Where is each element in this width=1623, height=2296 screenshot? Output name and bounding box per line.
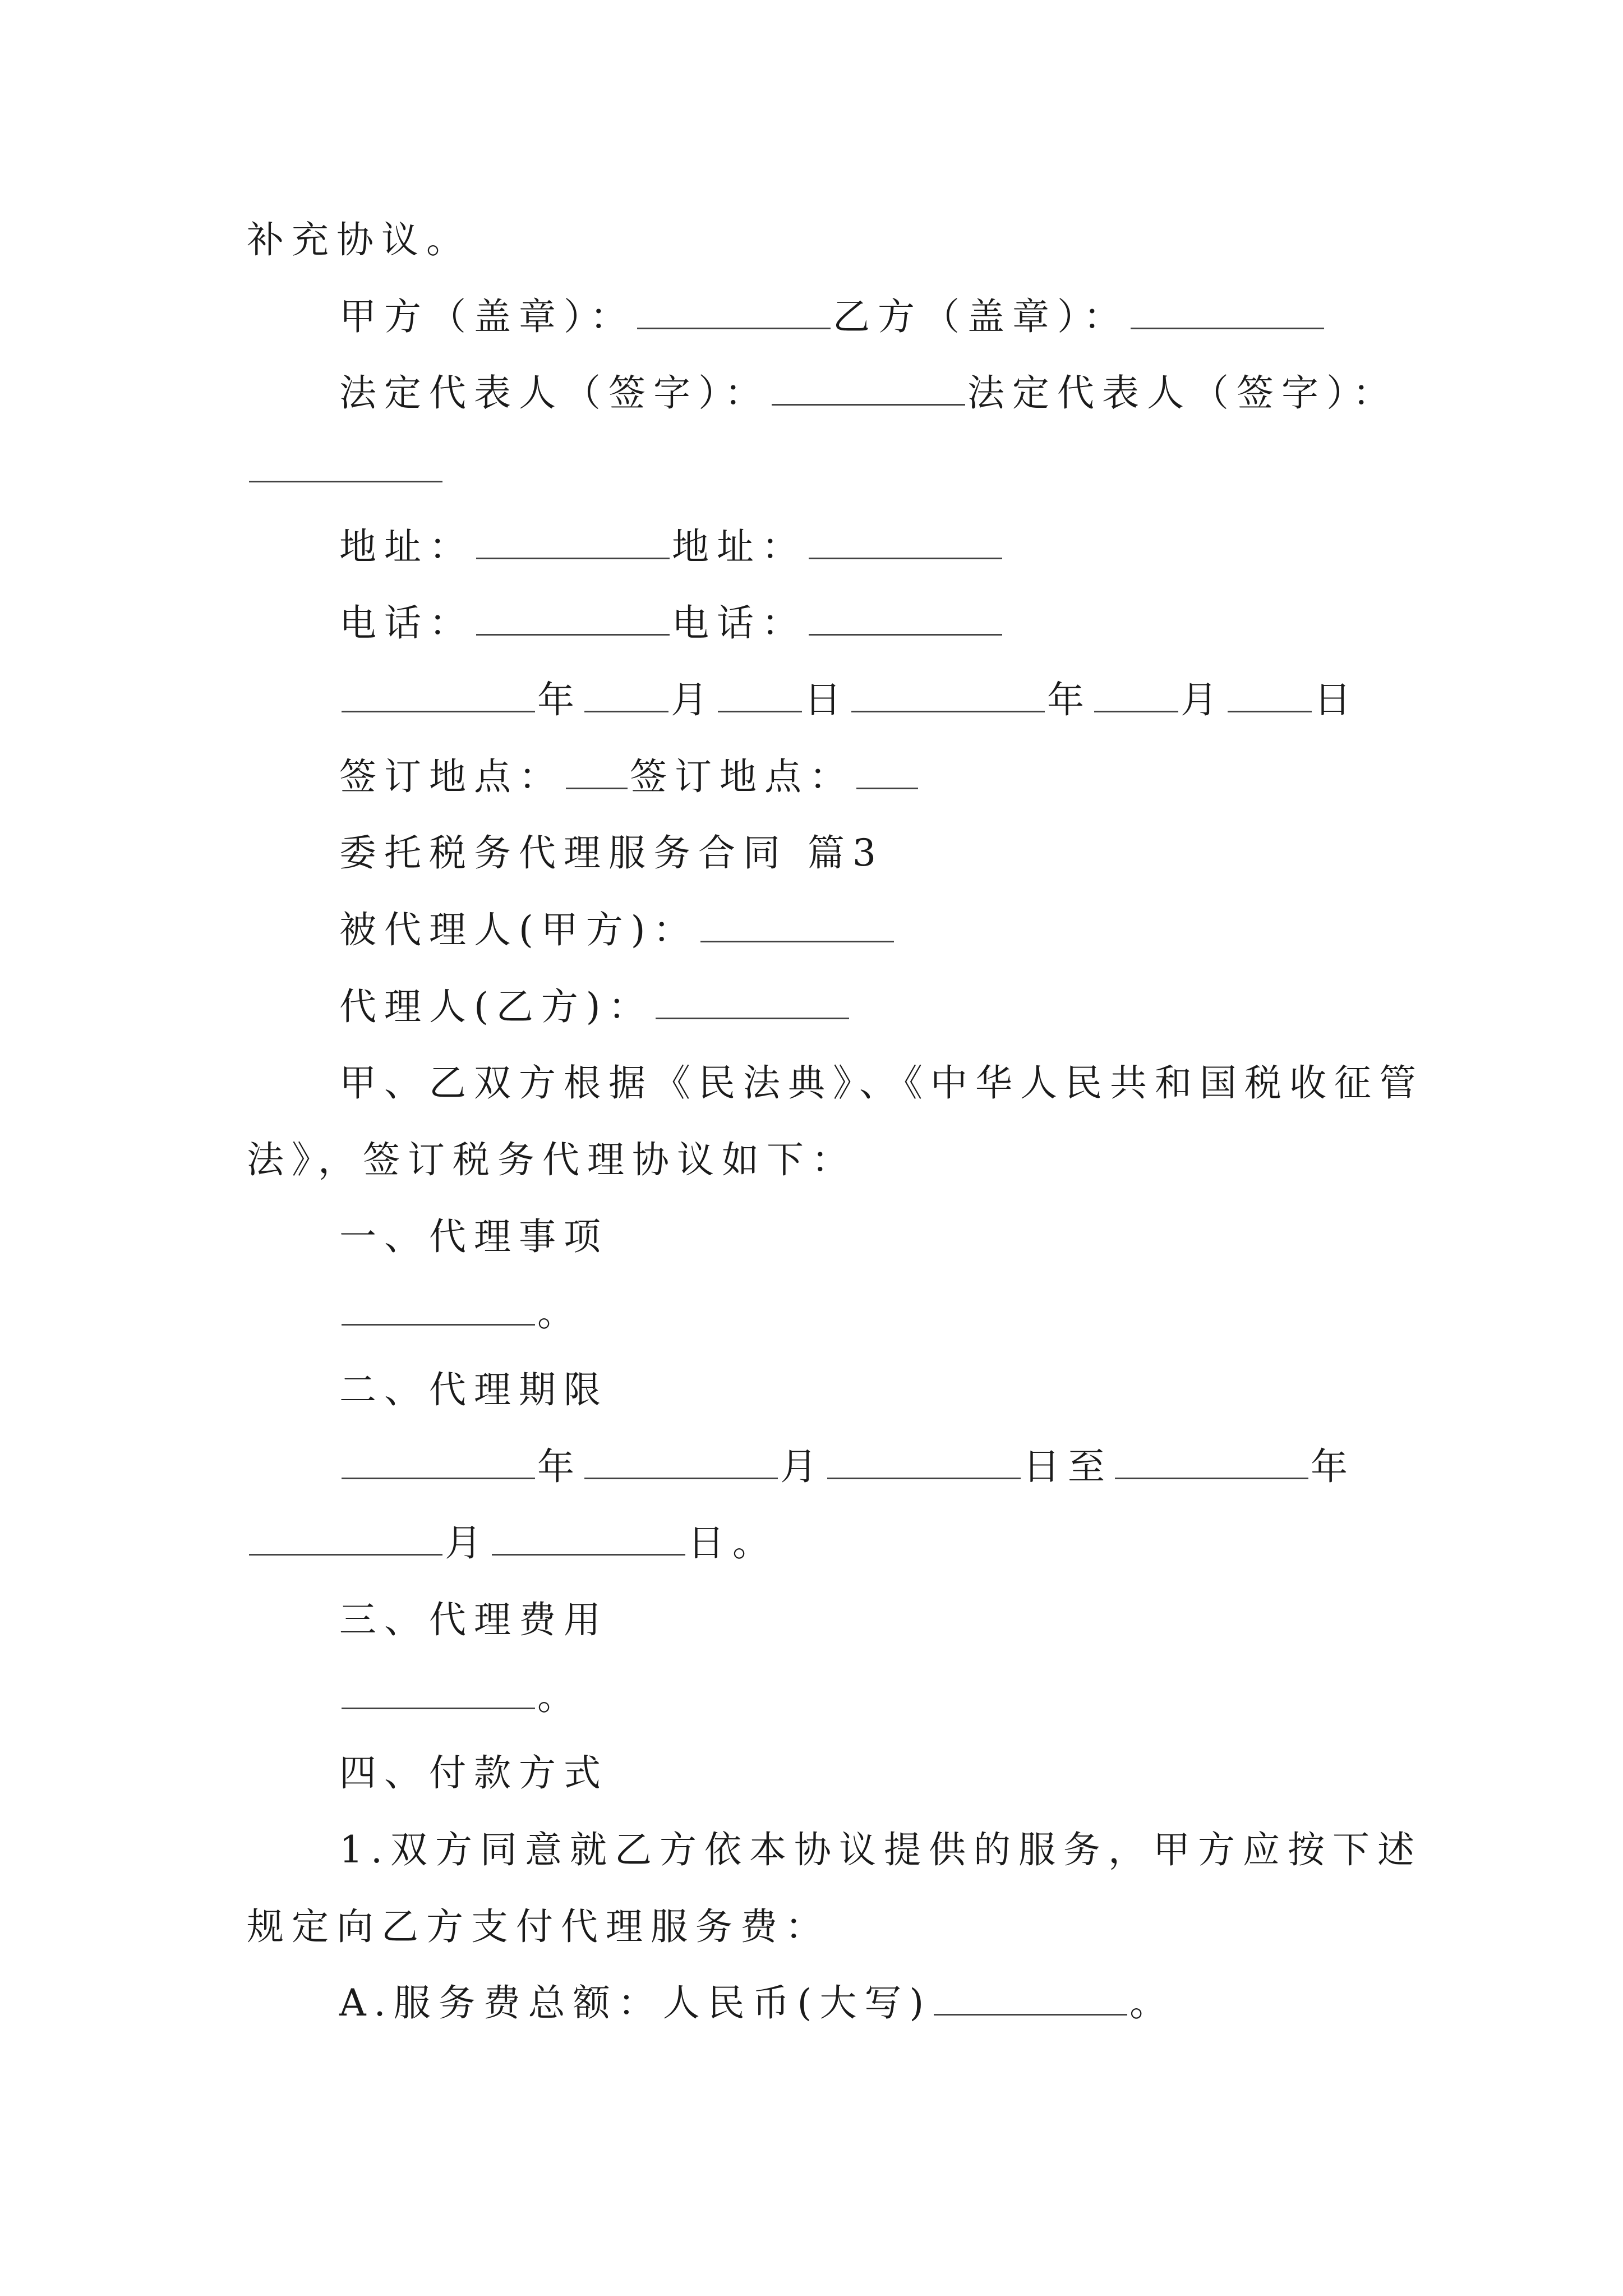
date-line bbox=[339, 672, 1359, 728]
term-date-line-cont bbox=[247, 1515, 777, 1571]
heading-payment-method: 四、付款方式 bbox=[339, 1751, 608, 1795]
party-b-rep-label: 法定代表人（签字）： bbox=[967, 371, 1398, 415]
blank-field bbox=[934, 1980, 1127, 2016]
fill-line bbox=[339, 1285, 582, 1341]
party-b-phone-label: 电话： bbox=[672, 601, 806, 645]
day-label: 日 bbox=[804, 678, 849, 721]
fill-line bbox=[339, 1669, 582, 1725]
text-continuation: 补充协议。 bbox=[247, 218, 471, 261]
year-label: 年 bbox=[537, 1445, 582, 1488]
party-b-address-label: 地址： bbox=[672, 525, 806, 568]
principal-line bbox=[339, 902, 896, 958]
blank-field bbox=[856, 754, 918, 789]
party-b-place-label: 签订地点： bbox=[630, 755, 854, 798]
preamble-text-cont: 法》，签订税务代理协议如下： bbox=[247, 1138, 856, 1181]
blank-field bbox=[342, 1444, 535, 1479]
blank-field bbox=[342, 677, 535, 712]
blank-field bbox=[1228, 677, 1312, 712]
paragraph-line bbox=[247, 1899, 830, 1955]
party-a-place-label: 签订地点： bbox=[339, 755, 564, 798]
clause-1-text: 1.双方同意就乙方依本协议提供的服务，甲方应按下述 bbox=[339, 1828, 1422, 1871]
blank-field bbox=[1094, 677, 1178, 712]
paragraph-line bbox=[247, 1132, 856, 1188]
blank-field bbox=[772, 370, 965, 406]
blank-field bbox=[342, 1674, 535, 1709]
signing-place-line bbox=[339, 749, 920, 805]
blank-field bbox=[249, 447, 442, 482]
blank-field bbox=[637, 294, 831, 329]
party-b-seal-label: 乙方（盖章）： bbox=[833, 295, 1128, 338]
paragraph-line bbox=[247, 212, 471, 268]
section-heading bbox=[339, 1745, 608, 1801]
section-heading bbox=[339, 1592, 608, 1648]
day-end-label: 日。 bbox=[688, 1521, 777, 1565]
day-label: 日 bbox=[1314, 678, 1359, 721]
party-a-address-label: 地址： bbox=[339, 525, 474, 568]
agent-line bbox=[339, 979, 851, 1035]
blank-field bbox=[476, 600, 670, 636]
blank-field bbox=[566, 754, 628, 789]
month-label: 月 bbox=[1181, 678, 1225, 721]
blank-field bbox=[1115, 1444, 1308, 1479]
section-title bbox=[339, 825, 884, 881]
paragraph-line bbox=[339, 1822, 1422, 1878]
blank-field bbox=[1131, 294, 1324, 329]
blank-field bbox=[249, 1520, 442, 1556]
blank-field bbox=[827, 1444, 1021, 1479]
period-mark: 。 bbox=[537, 1291, 582, 1335]
year-label: 年 bbox=[1311, 1445, 1355, 1488]
blank-field bbox=[492, 1520, 685, 1556]
blank-field bbox=[656, 984, 849, 1019]
contract-title: 委托税务代理服务合同 篇3 bbox=[339, 831, 884, 875]
heading-agency-term: 二、代理期限 bbox=[339, 1368, 608, 1411]
fee-total-line bbox=[339, 1975, 1174, 2031]
section-heading bbox=[339, 1362, 608, 1418]
section-heading bbox=[339, 1209, 608, 1265]
address-line bbox=[339, 519, 1004, 575]
year-label: 年 bbox=[1047, 678, 1092, 721]
blank-field bbox=[851, 677, 1045, 712]
paragraph-line bbox=[339, 1055, 1424, 1111]
party-a-phone-label: 电话： bbox=[339, 601, 474, 645]
party-a-rep-label: 法定代表人（签字）： bbox=[339, 371, 769, 415]
month-label: 月 bbox=[445, 1521, 490, 1565]
blank-field bbox=[809, 524, 1002, 559]
signature-line-seal bbox=[339, 289, 1326, 345]
party-a-seal-label: 甲方（盖章）： bbox=[339, 295, 635, 338]
preamble-text: 甲、乙双方根据《民法典》、《中华人民共和国税收征管 bbox=[339, 1061, 1424, 1105]
term-date-line bbox=[339, 1439, 1355, 1495]
blank-field bbox=[342, 1290, 535, 1326]
phone-line bbox=[339, 595, 1004, 651]
month-label: 月 bbox=[780, 1445, 825, 1488]
period-mark: 。 bbox=[537, 1675, 582, 1718]
month-label: 月 bbox=[671, 678, 716, 721]
blank-field bbox=[584, 1444, 778, 1479]
blank-field bbox=[809, 600, 1002, 636]
paragraph-line bbox=[247, 442, 445, 498]
blank-field bbox=[584, 677, 668, 712]
heading-agency-matters: 一、代理事项 bbox=[339, 1215, 608, 1258]
blank-field bbox=[700, 907, 894, 942]
blank-field bbox=[476, 524, 670, 559]
blank-field bbox=[718, 677, 802, 712]
heading-agency-fee: 三、代理费用 bbox=[339, 1598, 608, 1641]
signature-line-representative bbox=[339, 365, 1398, 421]
clause-1-text-cont: 规定向乙方支付代理服务费： bbox=[247, 1905, 830, 1948]
principal-label: 被代理人(甲方)： bbox=[339, 908, 698, 951]
fee-total-label: A.服务费总额：人民币(大写) bbox=[339, 1981, 932, 2024]
day-to-label: 日至 bbox=[1023, 1445, 1113, 1488]
period-mark: 。 bbox=[1129, 1981, 1175, 2024]
agent-label: 代理人(乙方)： bbox=[339, 985, 653, 1028]
year-label: 年 bbox=[537, 678, 582, 721]
